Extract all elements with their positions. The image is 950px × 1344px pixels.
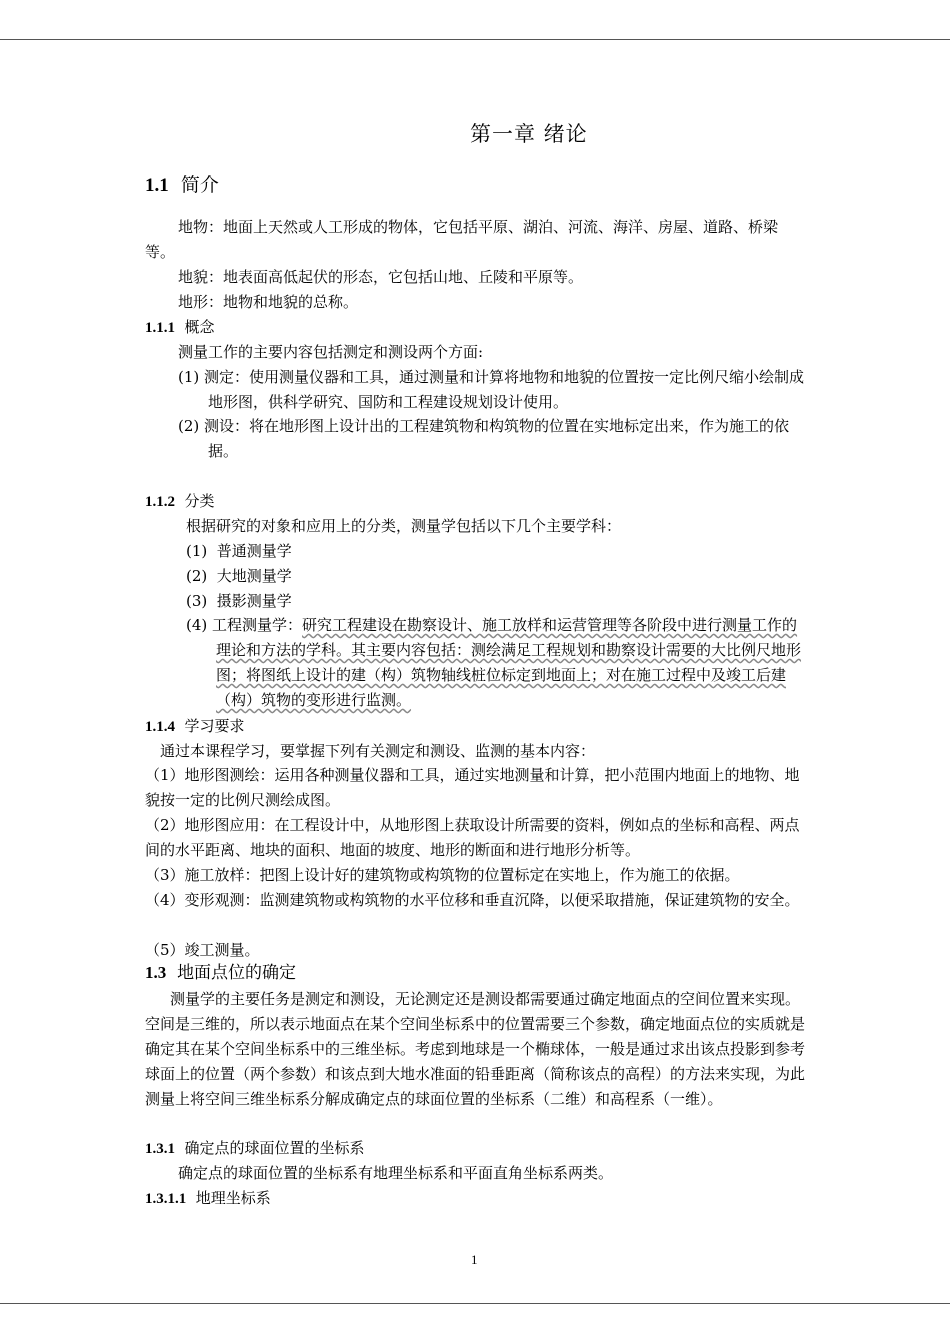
list-text: 测定：使用测量仪器和工具，通过测量和计算将地物和地貌的位置按一定比例尺缩小绘制成地形图，供科学研究、国防和工程建设规划设计使用。 bbox=[204, 368, 805, 411]
paragraph-diwu: 地物：地面上天然或人工形成的物体，它包括平原、湖泊、河流、海洋、房屋、道路、桥梁等。 bbox=[145, 218, 779, 261]
section-number: 1.3.1.1 bbox=[145, 1191, 187, 1207]
section-number: 1.1.4 bbox=[145, 719, 175, 735]
list-text: 普通测量学 bbox=[216, 542, 292, 560]
section-title: 地理坐标系 bbox=[195, 1189, 271, 1207]
section-number: 1.1.1 bbox=[145, 320, 175, 336]
list-text: 大地测量学 bbox=[216, 567, 292, 585]
list-item bbox=[186, 566, 292, 586]
section-1-1-4-heading bbox=[145, 716, 245, 737]
list-item: （5）竣工测量。 bbox=[145, 941, 260, 959]
list-text: 摄影测量学 bbox=[216, 592, 292, 610]
section-title: 简介 bbox=[180, 174, 219, 196]
list-marker: (1) bbox=[178, 368, 200, 386]
list-text: 测设：将在地形图上设计出的工程建筑物和构筑物的位置在实地标定出来，作为施工的依据。 bbox=[204, 417, 790, 460]
section-1-3-1-heading bbox=[145, 1138, 365, 1159]
section-1-1-1-heading bbox=[145, 317, 215, 338]
list-item bbox=[178, 414, 808, 464]
section-title: 学习要求 bbox=[184, 717, 245, 735]
footer-rule bbox=[0, 1303, 950, 1304]
list-marker: (1) bbox=[186, 542, 208, 560]
list-item: （3）施工放样：把图上设计好的建筑物或构筑物的位置标定在实地上，作为施工的依据。 bbox=[145, 866, 740, 884]
section-title: 地面点位的确定 bbox=[177, 963, 297, 983]
paragraph-dimao: 地貌：地表面高低起伏的形态，它包括山地、丘陵和平原等。 bbox=[178, 268, 584, 286]
list-item bbox=[186, 591, 292, 611]
section-title: 分类 bbox=[184, 492, 215, 510]
section-1-1-2-heading bbox=[145, 491, 215, 512]
list-label: 工程测量学： bbox=[212, 616, 303, 634]
list-text: 研究工程建设在勘察设计、施工放样和运营管理等各阶段中进行测量工作的理论和方法的学科。其主要内容包括：测绘满足工程规划和勘察设计需要的大比例尺地形图；将图纸上设计的建（构）筑物轴线桩位标定到地面上；对在施工过程中及竣工后建（构）筑物的变形进行监测。 bbox=[216, 616, 802, 709]
paragraph-1-3-1: 确定点的球面位置的坐标系有地理坐标系和平面直角坐标系两类。 bbox=[178, 1164, 614, 1182]
section-title: 概念 bbox=[184, 318, 215, 336]
list-marker: (2) bbox=[178, 417, 200, 435]
section-title: 确定点的球面位置的坐标系 bbox=[184, 1139, 365, 1157]
list-item bbox=[178, 365, 808, 415]
paragraph-dixing: 地形：地物和地貌的总称。 bbox=[178, 293, 359, 311]
paragraph-requirements: 通过本课程学习，要掌握下列有关测定和测设、监测的基本内容： bbox=[160, 742, 596, 760]
section-1-1-heading bbox=[145, 172, 219, 199]
section-1-3-heading bbox=[145, 960, 296, 986]
chapter-title: 第一章 绪论 bbox=[470, 122, 588, 146]
list-item bbox=[186, 541, 292, 561]
section-number: 1.1.2 bbox=[145, 494, 175, 510]
section-1-3-1-1-heading bbox=[145, 1188, 271, 1209]
section-number: 1.1 bbox=[145, 175, 169, 196]
paragraph-concept: 测量工作的主要内容包括测定和测设两个方面: bbox=[178, 343, 484, 361]
section-number: 1.3 bbox=[145, 963, 167, 982]
list-marker: (3) bbox=[186, 592, 208, 610]
list-item: （2）地形图应用：在工程设计中，从地形图上获取设计所需要的资料，例如点的坐标和高程、两点间的水平距离、地块的面积、地面的坡度、地形的断面和进行地形分析等。 bbox=[145, 816, 800, 859]
list-marker: (2) bbox=[186, 567, 208, 585]
section-number: 1.3.1 bbox=[145, 1141, 175, 1157]
list-item: （1）地形图测绘：运用各种测量仪器和工具，通过实地测量和计算，把小范围内地面上的地物、地貌按一定的比例尺测绘成图。 bbox=[145, 766, 800, 809]
paragraph-1-3: 测量学的主要任务是测定和测设，无论测定还是测设都需要通过确定地面点的空间位置来实现。空间是三维的，所以表示地面点在某个空间坐标系中的位置需要三个参数，确定地面点位的实质就是确定其在某个空间坐标系中的三维坐标。考虑到地球是一个椭球体，一般是通过求出该点投影到参考球面上的位置（两个参数）和该点到大地水准面的铅垂距离（简称该点的高程）的方法来实现，为此测量上将空间三维坐标系分解成确定点的球面位置的坐标系（二维）和高程系（一维）。 bbox=[145, 990, 806, 1108]
list-item: （4）变形观测：监测建筑物或构筑物的水平位移和垂直沉降，以便采取措施，保证建筑物的安全。 bbox=[145, 891, 800, 909]
paragraph-classification: 根据研究的对象和应用上的分类，测量学包括以下几个主要学科： bbox=[186, 517, 622, 535]
list-marker: (4) bbox=[186, 616, 208, 634]
header-rule bbox=[0, 39, 950, 40]
page-number: 1 bbox=[471, 1252, 478, 1267]
list-item bbox=[186, 613, 808, 713]
